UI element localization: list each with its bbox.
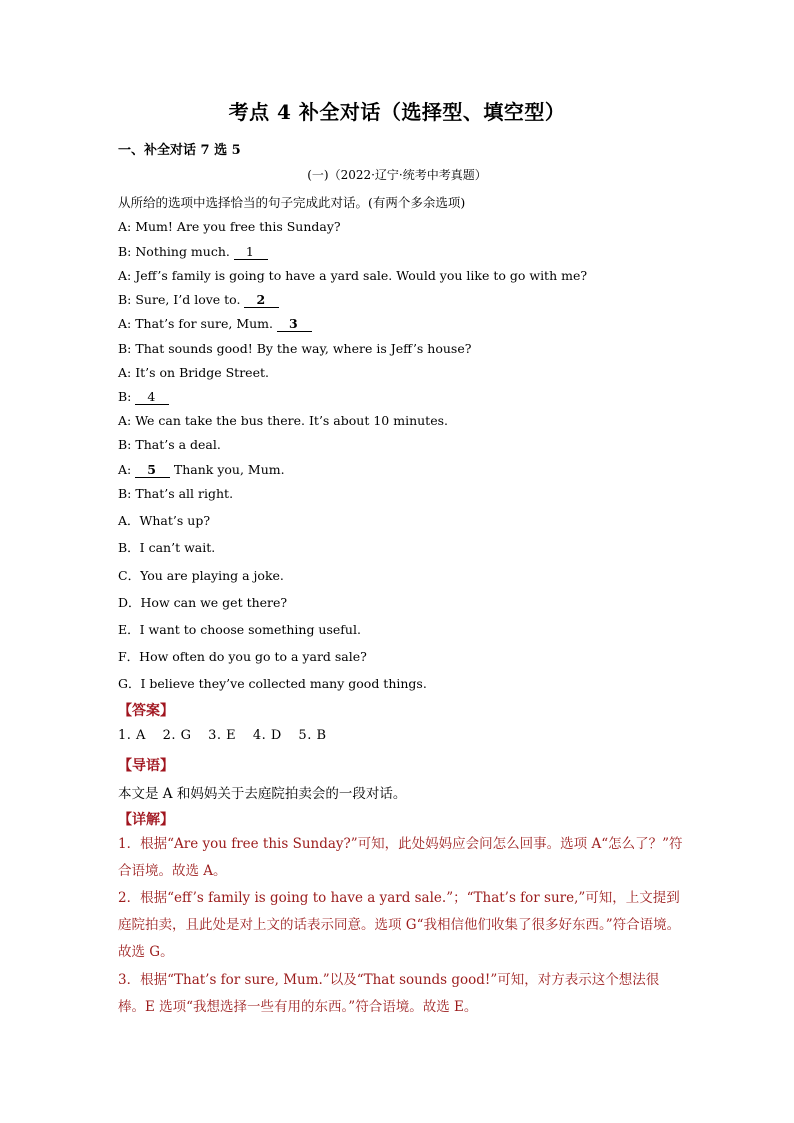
page-title: 考点 4 补全对话（选择型、填空型） [228, 100, 566, 124]
answer-blank: 4 [135, 390, 169, 405]
answer-item: 4. D [252, 728, 282, 743]
guide-text: 本文是 A 和妈妈关于去庭院拍卖会的一段对话。 [118, 786, 407, 802]
dialogue-line: B: Nothing much. 1 [118, 244, 268, 260]
instruction: 从所给的选项中选择恰当的句子完成此对话。(有两个多余选项) [118, 195, 466, 210]
detail-paragraph: 2．根据“eff’s family is going to have a yard sale.”；“That’s for sure,”可知，上文提到庭院拍卖，且此处是对上文的话表示同意。选项 G“我相信他们收集了很多好东西。”符合语境。故选 G。 [118, 890, 681, 960]
detail-label: 【详解】 [118, 812, 174, 828]
dialogue-line: B: 4 [118, 389, 169, 405]
answer-item: 1. A [118, 728, 146, 743]
option-item: A．What’s up? [118, 513, 211, 528]
answer-blank: 1 [234, 245, 268, 260]
detail-paragraph: 1．根据“Are you free this Sunday?”可知，此处妈妈应会问怎么回事。选项 A“怎么了？”符合语境。故选 A。 [118, 836, 683, 879]
dialogue-line: A: 5 Thank you, Mum. [118, 462, 285, 477]
answer-item: 3. E [208, 728, 237, 743]
dialogue-line: B: That’s a deal. [118, 437, 221, 452]
dialogue-line: A: It’s on Bridge Street. [118, 365, 269, 380]
option-item: D．How can we get there? [118, 595, 288, 610]
dialogue-line: B: Sure, I’d love to. 2 [118, 292, 279, 308]
answer-label: 【答案】 [118, 703, 174, 719]
answer-item: 5. B [298, 728, 327, 743]
answer-list [118, 728, 339, 743]
question-source: (一)（2022·辽宁·统考中考真题） [307, 168, 487, 182]
dialogue-line: B: That’s all right. [118, 486, 234, 501]
dialogue-line: A: That’s for sure, Mum. 3 [118, 316, 312, 332]
detail-paragraph: 3．根据“That’s for sure, Mum.”以及“That sounds good!”可知，对方表示这个想法很棒。E 选项“我想选择一些有用的东西。”符合语境。故选 E。 [118, 972, 660, 1015]
answer-blank: 5 [135, 463, 170, 478]
section-heading: 一、补全对话 7 选 5 [118, 143, 241, 158]
option-item: G．I believe they’ve collected many good things. [118, 676, 427, 691]
answer-blank: 3 [277, 317, 312, 332]
option-item: F．How often do you go to a yard sale? [118, 649, 367, 664]
dialogue-line: B: That sounds good! By the way, where is Jeff’s house? [118, 341, 472, 356]
guide-label: 【导语】 [118, 758, 174, 774]
option-item: C．You are playing a joke. [118, 568, 284, 583]
option-item: E．I want to choose something useful. [118, 622, 361, 637]
dialogue-line: A: We can take the bus there. It’s about 10 minutes. [118, 413, 448, 428]
option-item: B．I can’t wait. [118, 540, 216, 555]
answer-item: 2. G [162, 728, 192, 743]
dialogue-line: A: Jeff’s family is going to have a yard sale. Would you like to go with me? [118, 268, 588, 283]
dialogue-line: A: Mum! Are you free this Sunday? [118, 219, 341, 234]
answer-blank: 2 [244, 293, 279, 308]
